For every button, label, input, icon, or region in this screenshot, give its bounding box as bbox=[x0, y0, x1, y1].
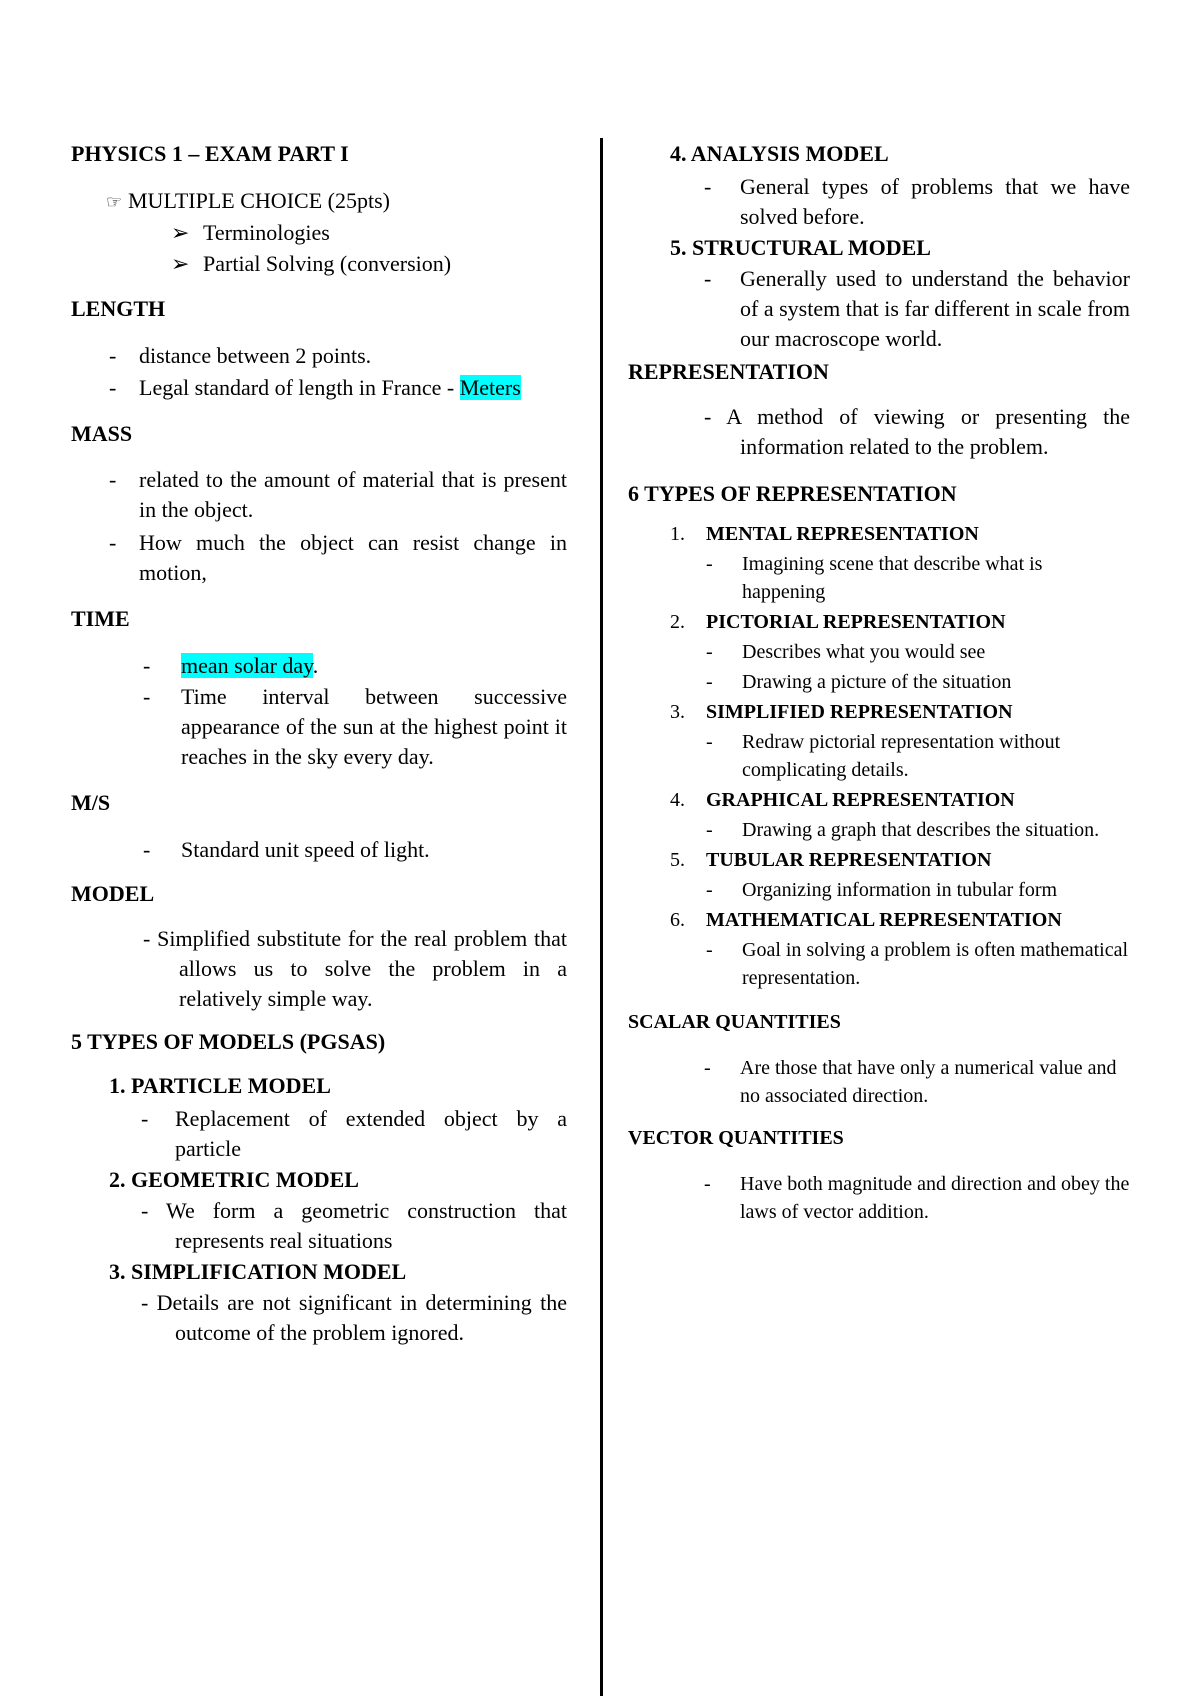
representation-title-line bbox=[670, 846, 1130, 874]
list-item bbox=[706, 638, 1130, 666]
list-item-text: Redraw pictorial representation without complicating details. bbox=[742, 731, 1061, 781]
dash-bullet: - bbox=[109, 530, 117, 555]
mass-heading: MASS bbox=[71, 421, 133, 446]
representation-title-line bbox=[670, 520, 1130, 548]
item-number: 2. bbox=[670, 611, 685, 633]
representation-title-line bbox=[670, 906, 1130, 934]
list-item-text: General types of problems that we have solved before. bbox=[740, 174, 1130, 229]
list-item bbox=[704, 172, 1130, 232]
mc-sub-text: Terminologies bbox=[203, 220, 330, 245]
dash-bullet: - bbox=[143, 684, 151, 709]
list-item-text: Goal in solving a problem is often mathematical representation. bbox=[742, 939, 1129, 989]
highlighted-term: mean solar day bbox=[181, 653, 313, 678]
arrow-bullet-icon: ➢ bbox=[171, 251, 190, 276]
list-item-text: Have both magnitude and direction and obey the laws of vector addition. bbox=[740, 1173, 1130, 1223]
list-item bbox=[143, 834, 567, 866]
representation-title: GRAPHICAL REPRESENTATION bbox=[706, 789, 1015, 811]
dash-bullet: - bbox=[706, 939, 713, 961]
representation-item bbox=[670, 906, 1130, 992]
list-item-text: related to the amount of material that is present in the object. bbox=[139, 467, 567, 522]
dash-bullet: - bbox=[706, 641, 713, 663]
representation-title: PICTORIAL REPRESENTATION bbox=[706, 611, 1006, 633]
dash-bullet: - bbox=[706, 553, 713, 575]
list-item-text: Drawing a picture of the situation bbox=[742, 671, 1012, 693]
list-item-text: . bbox=[312, 653, 319, 678]
dash-bullet: - bbox=[706, 819, 713, 841]
representation-item bbox=[670, 520, 1130, 606]
list-item-text: Replacement of extended object by a particle bbox=[175, 1106, 567, 1161]
dash-bullet: - bbox=[706, 879, 713, 901]
dash-bullet: - bbox=[704, 266, 712, 291]
right-column bbox=[628, 140, 1130, 1226]
list-item-text: Organizing information in tubular form bbox=[742, 879, 1058, 901]
representation-definition: - A method of viewing or presenting the information related to the problem. bbox=[704, 404, 1130, 459]
multiple-choice-line bbox=[106, 186, 567, 217]
list-item-text: Imagining scene that describe what is happening bbox=[742, 553, 1043, 603]
column-divider bbox=[600, 138, 603, 1696]
mc-sub-item bbox=[171, 248, 567, 279]
list-item-text: Time interval between successive appearance of the sun at the highest point it reaches in the sky every day. bbox=[181, 684, 567, 769]
representation-title-line bbox=[670, 608, 1130, 636]
dash-bullet: - bbox=[143, 837, 151, 862]
simplification-model-text: - Details are not significant in determining the outcome of the problem ignored. bbox=[141, 1290, 567, 1345]
representation-title: TUBULAR REPRESENTATION bbox=[706, 849, 992, 871]
item-number: 1. bbox=[670, 523, 685, 545]
list-item bbox=[143, 682, 567, 772]
list-item bbox=[706, 876, 1130, 904]
representation-item bbox=[670, 608, 1130, 696]
representation-item bbox=[670, 698, 1130, 784]
list-item bbox=[143, 650, 567, 682]
structural-model-title: 5. STRUCTURAL MODEL bbox=[670, 235, 931, 260]
list-item-text: Generally used to understand the behavior of a system that is far different in scale from our macroscope world. bbox=[740, 266, 1130, 351]
representation-list bbox=[670, 520, 1130, 992]
ms-list bbox=[143, 834, 567, 866]
item-number: 3. bbox=[670, 701, 685, 723]
geometric-model-title: 2. GEOMETRIC MODEL bbox=[109, 1167, 359, 1192]
list-item bbox=[704, 264, 1130, 354]
left-column bbox=[71, 140, 567, 1348]
list-item-text: Are those that have only a numerical value and no associated direction. bbox=[740, 1057, 1117, 1107]
simplification-model-title: 3. SIMPLIFICATION MODEL bbox=[109, 1259, 407, 1284]
list-item bbox=[109, 340, 567, 372]
particle-model-title: 1. PARTICLE MODEL bbox=[109, 1073, 331, 1098]
list-item-text: How much the object can resist change in motion, bbox=[139, 530, 567, 585]
list-item bbox=[706, 936, 1130, 992]
geometric-model-text: - We form a geometric construction that represents real situations bbox=[141, 1198, 567, 1253]
representation-title-line bbox=[670, 698, 1130, 726]
time-heading: TIME bbox=[71, 606, 130, 631]
list-item bbox=[706, 668, 1130, 696]
list-item-text: Legal standard of length in France - bbox=[139, 375, 455, 400]
mc-sublist bbox=[171, 217, 567, 279]
list-item bbox=[109, 528, 567, 588]
mc-sub-item bbox=[171, 217, 567, 248]
representation-item bbox=[670, 786, 1130, 844]
list-item-text: distance between 2 points. bbox=[139, 343, 372, 368]
list-item bbox=[704, 1170, 1130, 1226]
highlighted-term: Meters bbox=[459, 375, 521, 400]
dash-bullet: - bbox=[109, 343, 117, 368]
multiple-choice-label: MULTIPLE CHOICE (25pts) bbox=[128, 188, 390, 213]
scalar-heading: SCALAR QUANTITIES bbox=[628, 1011, 841, 1033]
list-item bbox=[706, 816, 1130, 844]
length-list bbox=[109, 340, 567, 404]
vector-heading: VECTOR QUANTITIES bbox=[628, 1127, 844, 1149]
mc-sub-text: Partial Solving (conversion) bbox=[203, 251, 452, 276]
list-item bbox=[704, 1054, 1130, 1110]
length-heading: LENGTH bbox=[71, 296, 166, 321]
dash-bullet: - bbox=[109, 467, 117, 492]
list-item bbox=[109, 1104, 567, 1164]
representation-title: SIMPLIFIED REPRESENTATION bbox=[706, 701, 1013, 723]
hand-pointing-icon: ☞ bbox=[106, 192, 123, 212]
dash-bullet: - bbox=[141, 1106, 149, 1131]
time-list bbox=[143, 650, 567, 772]
page-title: PHYSICS 1 – EXAM PART I bbox=[71, 141, 349, 166]
list-item bbox=[109, 465, 567, 525]
dash-bullet: - bbox=[706, 671, 713, 693]
ms-heading: M/S bbox=[71, 790, 111, 815]
representation-item bbox=[670, 846, 1130, 904]
item-number: 4. bbox=[670, 789, 685, 811]
representation-title-line bbox=[670, 786, 1130, 814]
item-number: 6. bbox=[670, 909, 685, 931]
dash-bullet: - bbox=[704, 1057, 711, 1079]
dash-bullet: - bbox=[143, 653, 151, 678]
model-definition: - Simplified substitute for the real problem that allows us to solve the problem in a relatively simple way. bbox=[143, 926, 567, 1011]
representation-heading: REPRESENTATION bbox=[628, 359, 829, 384]
mass-list bbox=[109, 465, 567, 588]
dash-bullet: - bbox=[109, 375, 117, 400]
model-heading: MODEL bbox=[71, 881, 155, 906]
list-item-text: Drawing a graph that describes the situation. bbox=[742, 819, 1100, 841]
representation-title: MATHEMATICAL REPRESENTATION bbox=[706, 909, 1062, 931]
list-item-text: Describes what you would see bbox=[742, 641, 986, 663]
dash-bullet: - bbox=[704, 1173, 711, 1195]
dash-bullet: - bbox=[704, 174, 712, 199]
list-item-text: Standard unit speed of light. bbox=[181, 837, 430, 862]
list-item bbox=[109, 372, 567, 404]
item-number: 5. bbox=[670, 849, 685, 871]
list-item bbox=[706, 550, 1130, 606]
analysis-model-title: 4. ANALYSIS MODEL bbox=[670, 141, 889, 166]
models-list bbox=[109, 1072, 567, 1348]
list-item bbox=[706, 728, 1130, 784]
types-of-models-heading: 5 TYPES OF MODELS (PGSAS) bbox=[71, 1029, 386, 1054]
representation-title: MENTAL REPRESENTATION bbox=[706, 523, 979, 545]
arrow-bullet-icon: ➢ bbox=[171, 220, 190, 245]
types-of-representation-heading: 6 TYPES OF REPRESENTATION bbox=[628, 481, 957, 506]
dash-bullet: - bbox=[706, 731, 713, 753]
